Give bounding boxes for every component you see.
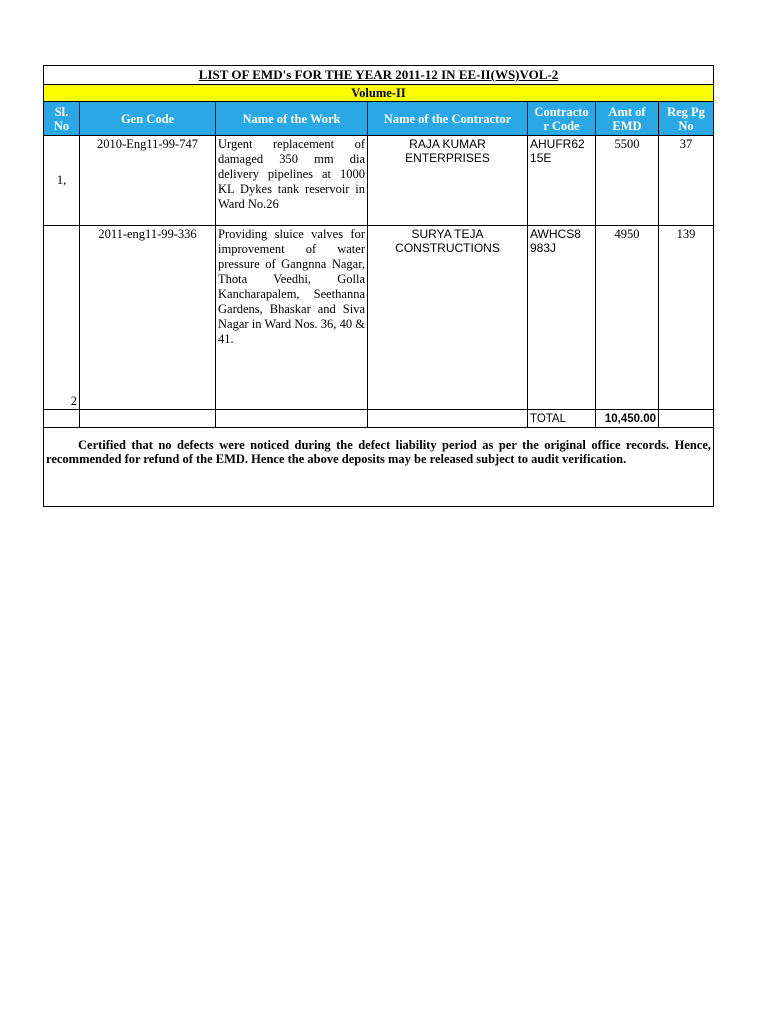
row-sl-no: 1,	[44, 136, 80, 226]
row-sl-no: 2	[44, 226, 80, 410]
header-reg-pg-no: Reg Pg No	[659, 102, 714, 136]
row-reg-pg: 139	[659, 226, 714, 410]
table-row	[44, 136, 714, 226]
certification-text: Certified that no defects were noticed during the defect liability period as per the original office records. Hence, recommended for refund of the EMD. Hence the above deposits may be released subject to audit verification.	[46, 438, 712, 466]
row-name-of-work: Providing sluice valves for improvement of water pressure of Gangnna Nagar, Thota Veedhi, Golla Kancharapalem, Seethanna Gardens, Bhaskar and Siva Nagar in Ward Nos. 36, 40 & 41.	[216, 226, 368, 410]
document-title: LIST OF EMD's FOR THE YEAR 2011-12 IN EE-II(WS)VOL-2	[44, 66, 714, 85]
header-sl-no: Sl. No	[44, 102, 80, 136]
row-contractor-name: SURYA TEJA CONSTRUCTIONS	[368, 226, 528, 410]
row-reg-pg: 37	[659, 136, 714, 226]
row-gen-code: 2011-eng11-99-336	[80, 226, 216, 410]
header-name-of-contractor: Name of the Contractor	[368, 102, 528, 136]
header-row	[44, 102, 714, 136]
row-amount: 4950	[596, 226, 659, 410]
total-row	[44, 410, 714, 428]
volume-label: Volume-II	[44, 85, 714, 102]
emd-table	[43, 65, 714, 507]
total-label: TOTAL	[528, 410, 596, 428]
row-amount: 5500	[596, 136, 659, 226]
row-contractor-code: AWHCS8 983J	[528, 226, 596, 410]
emd-sheet	[43, 65, 713, 507]
header-amt-of-emd: Amt of EMD	[596, 102, 659, 136]
table-row	[44, 226, 714, 410]
header-name-of-work: Name of the Work	[216, 102, 368, 136]
header-gen-code: Gen Code	[80, 102, 216, 136]
row-gen-code: 2010-Eng11-99-747	[80, 136, 216, 226]
row-contractor-code: AHUFR62 15E	[528, 136, 596, 226]
row-name-of-work: Urgent replacement of damaged 350 mm dia delivery pipelines at 1000 KL Dykes tank reservoir in Ward No.26	[216, 136, 368, 226]
header-contractor-code: Contracto r Code	[528, 102, 596, 136]
certification-note	[44, 428, 714, 507]
total-amount: 10,450.00	[596, 410, 659, 428]
row-contractor-name: RAJA KUMAR ENTERPRISES	[368, 136, 528, 226]
